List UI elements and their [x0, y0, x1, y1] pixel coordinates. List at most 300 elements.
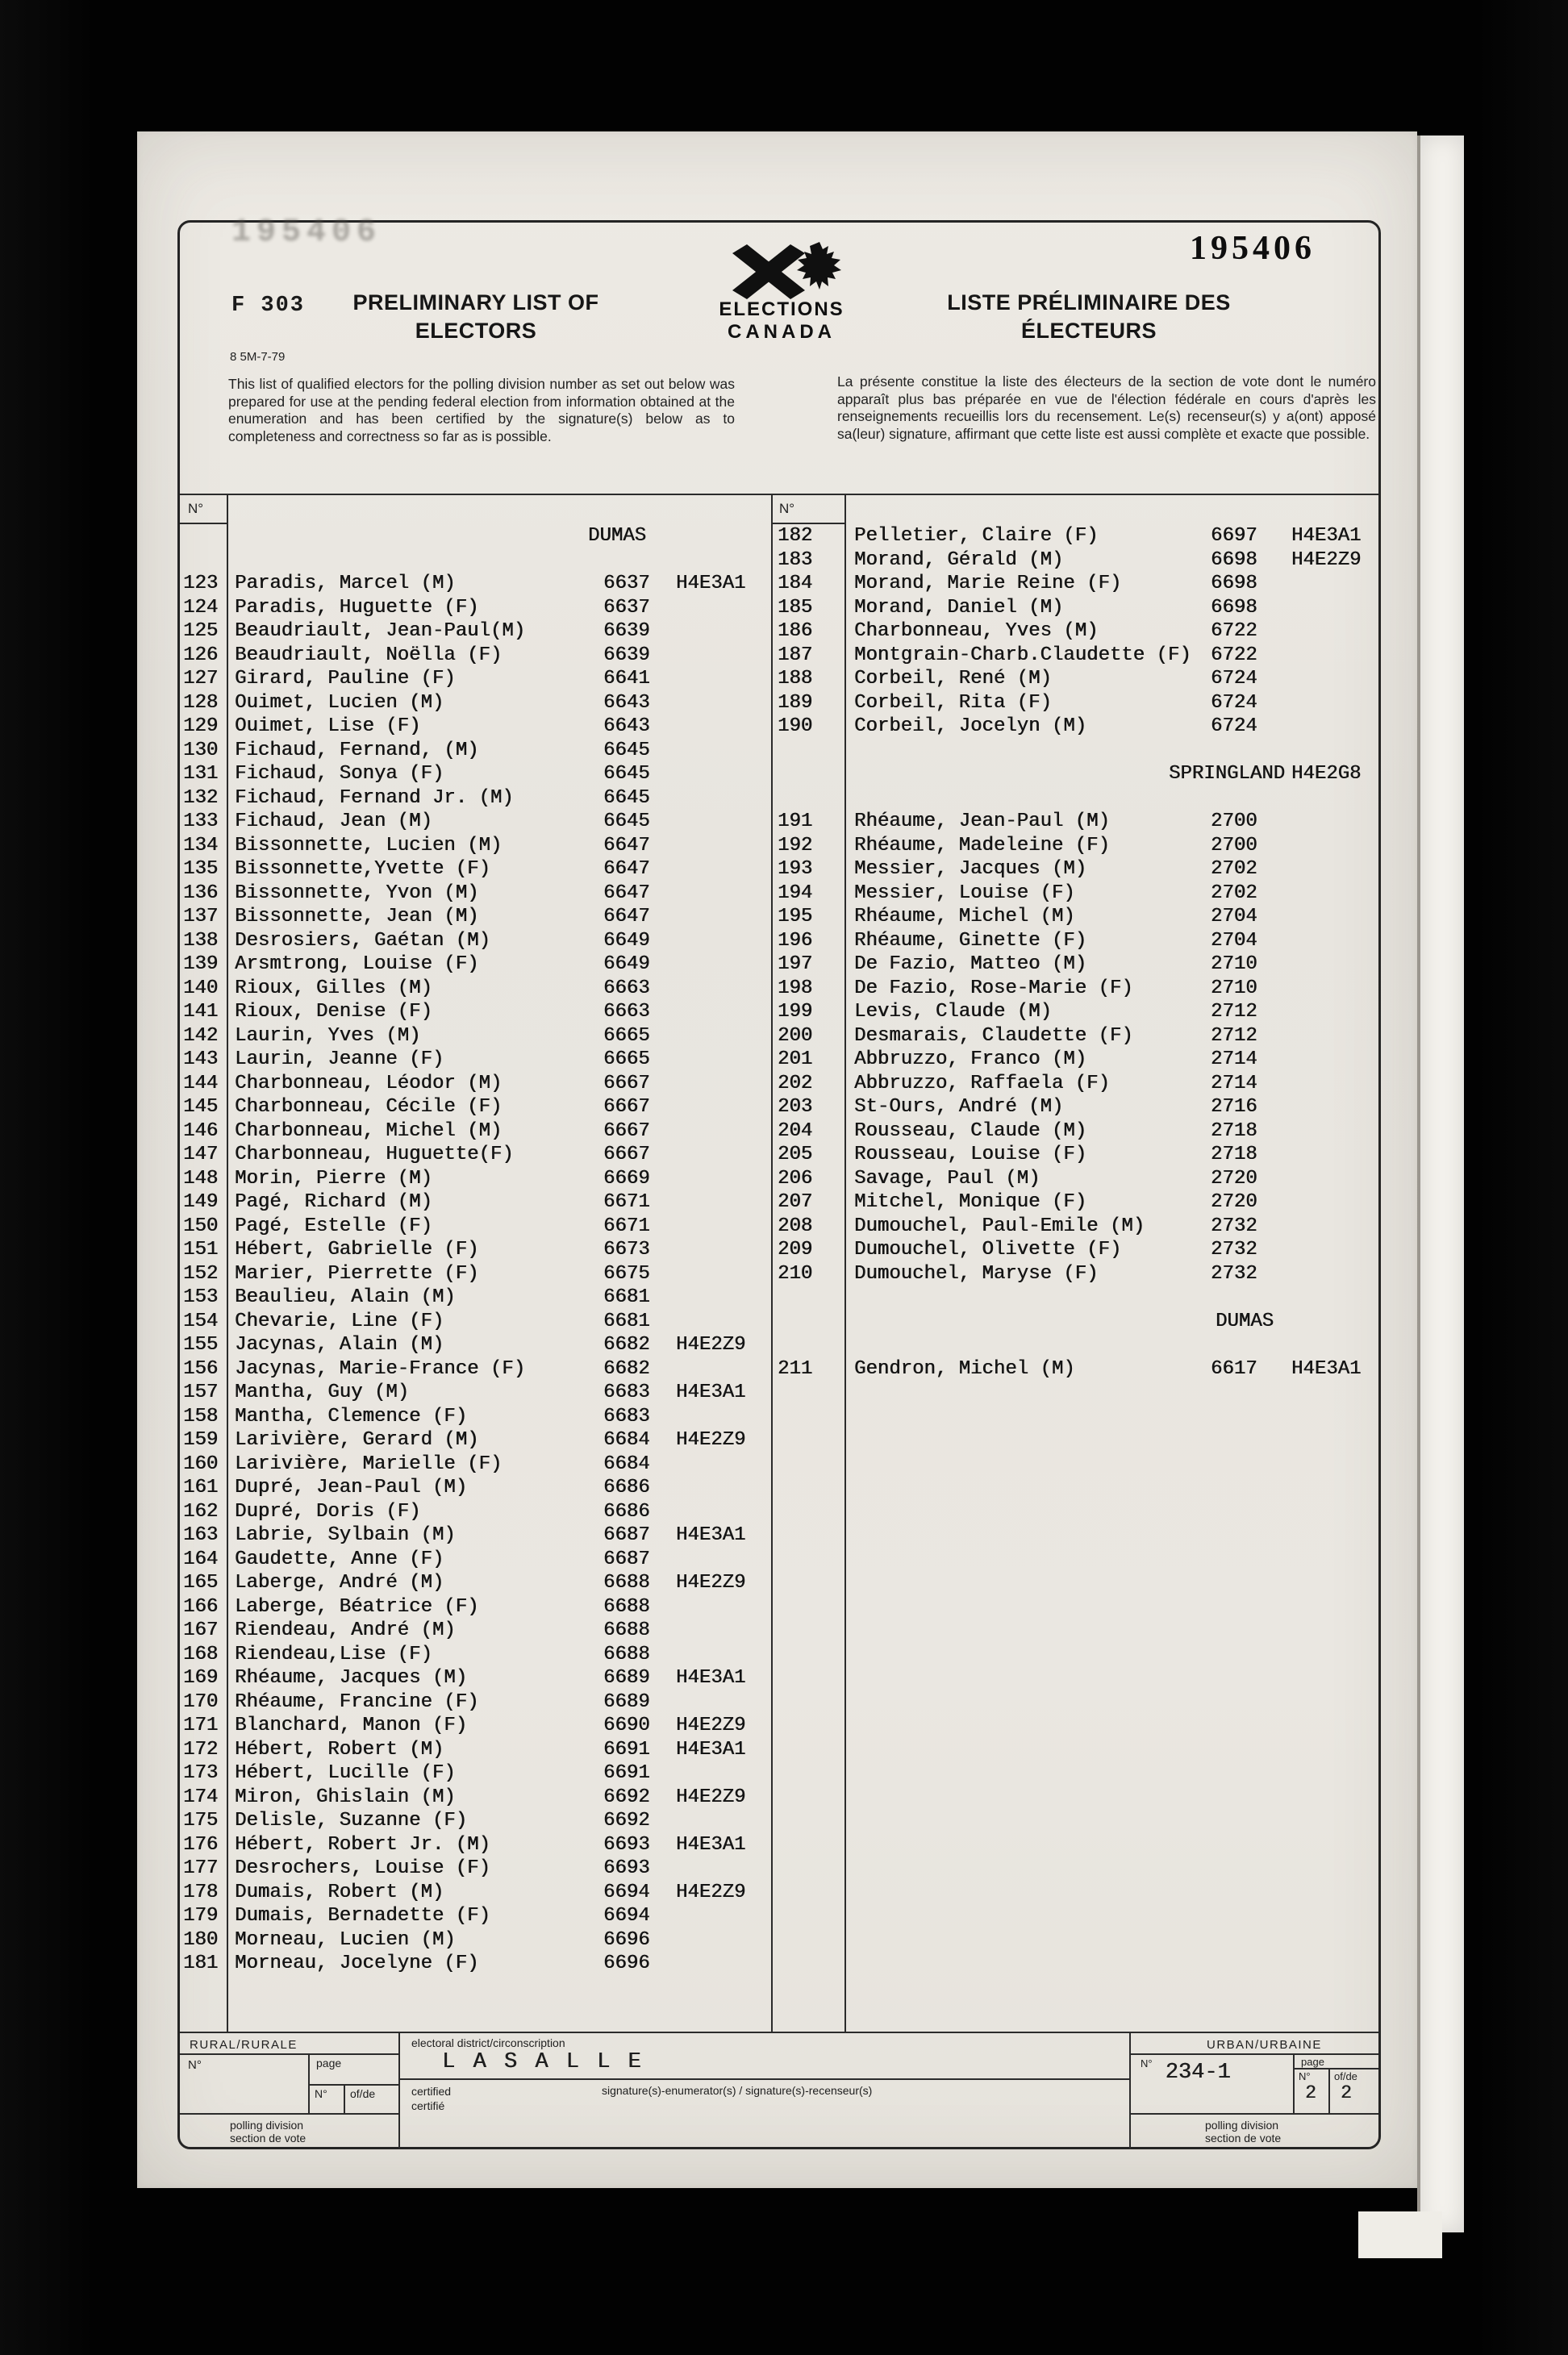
- civic-number: 6682: [603, 1357, 650, 1380]
- elector-number: 169: [183, 1667, 219, 1689]
- elector-row: [180, 1595, 771, 1619]
- elector-name: Bissonnette, Jean (M): [235, 906, 479, 927]
- urban-polling-division-label: [1131, 2115, 1378, 2149]
- street-num: [771, 762, 846, 786]
- elector-number: 208: [778, 1215, 813, 1237]
- rural-page-box: [308, 2055, 398, 2113]
- civic-number: 6696: [603, 1928, 650, 1951]
- elector-name: Rhéaume, Madeleine (F): [854, 834, 1110, 857]
- elector-row: [771, 977, 1383, 1001]
- civic-number: 6691: [603, 1738, 650, 1761]
- postal-code: [1291, 977, 1383, 1001]
- elector-name: Rhéaume, Jean-Paul (M): [854, 811, 1110, 832]
- postal-code: H4E3A1: [676, 1382, 746, 1403]
- civic-number: 6681: [603, 1286, 650, 1308]
- elector-number: 138: [183, 929, 219, 952]
- elector-name: Rousseau, Louise (F): [854, 1144, 1087, 1165]
- elector-row: [771, 834, 1383, 858]
- elector-name: Jacynas, Marie-France (F): [235, 1357, 526, 1380]
- elector-name: Morin, Pierre (M): [235, 1167, 432, 1190]
- civic-number: 2716: [1211, 1096, 1257, 1118]
- elector-number: 155: [183, 1334, 219, 1356]
- elector-number: 198: [778, 977, 813, 999]
- postal-code: [669, 786, 771, 811]
- elector-name: Corbeil, René (M): [854, 668, 1052, 690]
- civic-number: 6671: [603, 1191, 650, 1213]
- civic-number: 6693: [603, 1833, 650, 1856]
- elector-row: [180, 1215, 771, 1239]
- civic-number: 6724: [1211, 715, 1257, 737]
- postal-code: H4E2Z9: [676, 1334, 746, 1356]
- elector-row: [771, 524, 1383, 548]
- elector-row: [771, 691, 1383, 715]
- elector-name: Laberge, André (M): [235, 1572, 444, 1594]
- postal-code: H4E3A1: [676, 1833, 746, 1856]
- elector-name: Delisle, Suzanne (F): [235, 1810, 468, 1832]
- street-header: [771, 762, 1383, 786]
- elector-name: Dumouchel, Paul-Emile (M): [854, 1215, 1145, 1237]
- civic-number: 6688: [603, 1595, 650, 1618]
- civic-number: 2714: [1211, 1072, 1257, 1094]
- elector-number: 197: [778, 953, 813, 975]
- postal-code: [669, 1310, 771, 1334]
- civic-number: 6649: [603, 953, 650, 975]
- elector-name: Charbonneau, Huguette(F): [235, 1144, 514, 1165]
- elector-name: Pagé, Richard (M): [235, 1191, 432, 1213]
- document-page: [137, 131, 1417, 2188]
- civic-number: 6698: [1211, 573, 1257, 594]
- elector-number: 190: [778, 715, 813, 737]
- civic-number: 6649: [603, 929, 650, 952]
- civic-number: 6698: [1211, 596, 1257, 619]
- certified-label: [400, 2080, 576, 2149]
- elector-number: 134: [183, 834, 219, 857]
- elector-row: [180, 1548, 771, 1572]
- elector-name: Arsmtrong, Louise (F): [235, 953, 479, 975]
- elector-row: [771, 1119, 1383, 1144]
- postal-code: [669, 762, 771, 786]
- civic-number: 2710: [1211, 953, 1257, 975]
- elector-row: [180, 1928, 771, 1953]
- elector-number: 192: [778, 834, 813, 857]
- form-border: [177, 215, 1381, 2149]
- postal-code: [1291, 644, 1383, 668]
- postal-code: [1291, 834, 1383, 858]
- elector-number: 187: [778, 644, 813, 666]
- elector-number: 130: [183, 739, 219, 761]
- civic-number: 6643: [603, 715, 650, 737]
- postal-code: [1291, 857, 1383, 882]
- postal-code: H4E2Z9: [676, 1572, 746, 1594]
- elector-number: 176: [183, 1833, 219, 1856]
- postal-code: [669, 1262, 771, 1286]
- elector-name: Gendron, Michel (M): [854, 1357, 1075, 1380]
- elector-number: 151: [183, 1239, 219, 1261]
- elector-row: [180, 572, 771, 596]
- elector-name: Hébert, Robert (M): [235, 1738, 444, 1761]
- elector-number: 127: [183, 668, 219, 690]
- elector-number: 185: [778, 596, 813, 619]
- elector-number: 123: [183, 573, 219, 594]
- postal-code: [669, 1690, 771, 1715]
- elector-row: [180, 1952, 771, 1976]
- elector-name: Bissonnette, Lucien (M): [235, 834, 503, 857]
- postal-code: [669, 1761, 771, 1786]
- elector-row: [180, 810, 771, 834]
- elector-number: 147: [183, 1144, 219, 1165]
- elector-name: Girard, Pauline (F): [235, 668, 456, 690]
- elector-row: [771, 644, 1383, 668]
- elector-number: 193: [778, 858, 813, 880]
- elector-row: [180, 1167, 771, 1191]
- footer: [180, 2032, 1378, 2149]
- elector-row: [180, 1238, 771, 1262]
- title-english-line2: ELECTORS: [415, 319, 537, 343]
- civic-number: 6684: [603, 1453, 650, 1475]
- polling-division-en: polling division: [1205, 2119, 1279, 2132]
- elector-number: 126: [183, 644, 219, 666]
- postal-code: [669, 1357, 771, 1382]
- civic-number: 6686: [603, 1500, 650, 1523]
- elector-column-right: [771, 524, 1383, 1381]
- civic-number: 6643: [603, 691, 650, 714]
- number-column-header-left: N°: [180, 495, 228, 524]
- civic-number: 6698: [1211, 548, 1257, 571]
- postal-code: [669, 1595, 771, 1619]
- elector-row: [180, 952, 771, 977]
- title-french-line2: ÉLECTEURS: [1020, 319, 1157, 343]
- rural-no-label: N°: [188, 2058, 202, 2072]
- elector-number: 153: [183, 1286, 219, 1308]
- certified-fr: certifié: [411, 2099, 445, 2112]
- civic-number: 6688: [603, 1643, 650, 1665]
- elector-number: 202: [778, 1072, 813, 1094]
- elector-row: [180, 1190, 771, 1215]
- postal-code: H4E3A1: [1291, 1357, 1362, 1380]
- blank-row: [771, 1286, 1383, 1310]
- urban-no-value: 234-1: [1165, 2061, 1231, 2085]
- elector-row: [180, 1453, 771, 1477]
- elector-row: [180, 619, 771, 644]
- elector-name: De Fazio, Matteo (M): [854, 953, 1087, 975]
- elector-name: Miron, Ghislain (M): [235, 1786, 456, 1808]
- civic-number: 2720: [1211, 1167, 1257, 1190]
- urban-number-area: [1131, 2055, 1378, 2115]
- postal-code: [669, 1476, 771, 1500]
- elector-number: 152: [183, 1262, 219, 1285]
- elector-name: Paradis, Marcel (M): [235, 573, 456, 594]
- civic-number: 6637: [603, 596, 650, 619]
- elector-name: Riendeau, André (M): [235, 1619, 456, 1641]
- elector-number: 170: [183, 1690, 219, 1713]
- postal-code: [1291, 691, 1383, 715]
- elector-number: 171: [183, 1715, 219, 1736]
- rural-ofde-row: [310, 2086, 398, 2113]
- elector-name: Desrosiers, Gaétan (M): [235, 929, 490, 952]
- elector-row: [180, 1048, 771, 1072]
- civic-number: 2702: [1211, 882, 1257, 904]
- street-num: [771, 1310, 846, 1334]
- district-label: electoral district/circonscription: [411, 2036, 565, 2049]
- elector-name: Morand, Gérald (M): [854, 548, 1064, 571]
- elector-row: [180, 1714, 771, 1738]
- elector-row: [771, 619, 1383, 644]
- elector-name: Rousseau, Claude (M): [854, 1119, 1087, 1142]
- elector-number: 173: [183, 1762, 219, 1784]
- elector-row: [180, 1904, 771, 1928]
- blank-row: [771, 739, 1383, 763]
- postal-code: [669, 667, 771, 691]
- elector-row: [180, 977, 771, 1001]
- elector-number: 149: [183, 1191, 219, 1213]
- civic-number: 6694: [603, 1905, 650, 1927]
- elector-name: Charbonneau, Michel (M): [235, 1119, 503, 1142]
- elector-number: 163: [183, 1524, 219, 1546]
- street-num: [180, 524, 227, 548]
- civic-number: 6722: [1211, 644, 1257, 666]
- urban-page-no-label: N°: [1299, 2070, 1311, 2082]
- elector-name: St-Ours, André (M): [854, 1096, 1064, 1118]
- elector-name: Hébert, Gabrielle (F): [235, 1239, 479, 1261]
- elector-name: Desrochers, Louise (F): [235, 1857, 490, 1879]
- civic-number: 6617: [1211, 1357, 1257, 1380]
- elector-row: [180, 1786, 771, 1810]
- street-header: [180, 524, 771, 548]
- elector-number: 137: [183, 906, 219, 927]
- elector-number: 201: [778, 1048, 813, 1070]
- civic-number: 6647: [603, 858, 650, 880]
- elector-name: Abbruzzo, Franco (M): [854, 1048, 1087, 1070]
- elector-row: [771, 1190, 1383, 1215]
- rural-number-area: [180, 2055, 398, 2115]
- elector-row: [180, 834, 771, 858]
- civic-number: 2718: [1211, 1119, 1257, 1142]
- elector-number: 200: [778, 1024, 813, 1047]
- civic-number: 2704: [1211, 929, 1257, 952]
- polling-division-fr: section de vote: [1205, 2132, 1282, 2145]
- civic-number: 6697: [1211, 525, 1257, 547]
- elector-row: [180, 929, 771, 953]
- elector-name: Rioux, Gilles (M): [235, 977, 432, 999]
- elector-name: Hébert, Lucille (F): [235, 1762, 456, 1784]
- civic-number: 6694: [603, 1881, 650, 1903]
- elector-row: [771, 1167, 1383, 1191]
- elector-row: [180, 1833, 771, 1857]
- postal-code: [1291, 1000, 1383, 1024]
- elector-row: [180, 1095, 771, 1119]
- serial-stamp: 195406: [1190, 230, 1316, 267]
- elector-number: 210: [778, 1262, 813, 1285]
- elector-name: Dupré, Doris (F): [235, 1500, 421, 1523]
- postal-code: [1291, 572, 1383, 596]
- elector-row: [771, 715, 1383, 739]
- elector-number: 195: [778, 906, 813, 927]
- certification-area: [400, 2080, 1129, 2149]
- postal-code: [669, 977, 771, 1001]
- elector-number: 204: [778, 1119, 813, 1142]
- postal-code: [669, 1809, 771, 1833]
- elector-row: [771, 1357, 1383, 1382]
- postal-code: [669, 1215, 771, 1239]
- elector-name: Jacynas, Alain (M): [235, 1334, 444, 1356]
- civic-number: 6667: [603, 1096, 650, 1118]
- elector-row: [180, 1523, 771, 1548]
- elector-row: [180, 786, 771, 811]
- civic-number: 2732: [1211, 1215, 1257, 1237]
- elector-number: 156: [183, 1357, 219, 1380]
- civic-number: 6696: [603, 1953, 650, 1974]
- elector-number: 135: [183, 858, 219, 880]
- elector-number: 184: [778, 573, 813, 594]
- civic-number: 6645: [603, 811, 650, 832]
- elector-row: [180, 1666, 771, 1690]
- elector-number: 165: [183, 1572, 219, 1594]
- elector-row: [180, 1119, 771, 1144]
- elector-row: [180, 1286, 771, 1310]
- postal-code: [1291, 1167, 1383, 1191]
- elector-row: [180, 596, 771, 620]
- postal-code: [669, 1904, 771, 1928]
- civic-number: 6663: [603, 977, 650, 999]
- elector-name: Rhéaume, Jacques (M): [235, 1667, 468, 1689]
- elector-row: [771, 882, 1383, 906]
- elections-canada-logo: [696, 240, 867, 344]
- postal-code: [1291, 905, 1383, 929]
- elector-number: 139: [183, 953, 219, 975]
- postal-code: [669, 1453, 771, 1477]
- elector-name: Rhéaume, Ginette (F): [854, 929, 1087, 952]
- elector-number: 181: [183, 1953, 219, 1974]
- postal-code: H4E3A1: [676, 1524, 746, 1546]
- elector-row: [180, 1643, 771, 1667]
- footer-district-block: [400, 2033, 1131, 2149]
- elector-row: [771, 810, 1383, 834]
- street-name: DUMAS: [588, 525, 647, 547]
- elector-number: 166: [183, 1595, 219, 1618]
- postal-code: [669, 1143, 771, 1167]
- rural-ofde-label: of/de: [350, 2087, 376, 2100]
- certification-paragraph-french: La présente constitue la liste des électeurs de la section de vote dont le numéro apparaît plus bas préparée en vue de l'élection fédérale en cours d'après les renseignements recueillis lors du recensement. Le(s) recenseur(s) y a(ont) apposé sa(leur) signature, affirmant que cette liste est aussi complète et exacte que possible.: [837, 373, 1376, 442]
- elector-name: Larivière, Marielle (F): [235, 1453, 503, 1475]
- postal-code: [669, 596, 771, 620]
- postal-code: [1291, 1119, 1383, 1144]
- elector-name: Messier, Jacques (M): [854, 858, 1087, 880]
- elector-name: Abbruzzo, Raffaela (F): [854, 1072, 1110, 1094]
- elector-name: Morneau, Jocelyne (F): [235, 1953, 479, 1974]
- urban-label: URBAN/URBAINE: [1131, 2033, 1378, 2055]
- elector-name: Bissonnette,Yvette (F): [235, 858, 490, 880]
- postal-code: [669, 1190, 771, 1215]
- postal-code: [669, 691, 771, 715]
- elector-row: [771, 857, 1383, 882]
- elector-number: 183: [778, 548, 813, 571]
- postal-code: H4E2Z9: [676, 1429, 746, 1451]
- elector-row: [180, 1262, 771, 1286]
- elector-name: Ouimet, Lise (F): [235, 715, 421, 737]
- elector-number: 148: [183, 1167, 219, 1190]
- elector-number: 191: [778, 811, 813, 832]
- elector-name: Blanchard, Manon (F): [235, 1715, 468, 1736]
- elector-name: Pelletier, Claire (F): [854, 525, 1099, 547]
- elector-name: Morand, Daniel (M): [854, 596, 1064, 619]
- postal-code: [669, 1072, 771, 1096]
- postal-code: [669, 1024, 771, 1048]
- elector-number: 133: [183, 811, 219, 832]
- street-header: [771, 1310, 1383, 1334]
- certification-paragraph-english: This list of qualified electors for the polling division number as set out below was prepared for use at the pending federal election from information obtained at the enumeration and has been certified by the signature(s) below as to completeness and correctness so far as is possible.: [228, 376, 735, 444]
- signature-label: signature(s)-enumerator(s) / signature(s)-recenseur(s): [602, 2084, 873, 2097]
- elector-row: [771, 572, 1383, 596]
- civic-number: 2704: [1211, 906, 1257, 927]
- postal-code: H4E3A1: [676, 1667, 746, 1689]
- postal-code: [1291, 1072, 1383, 1096]
- elector-number: 209: [778, 1239, 813, 1261]
- title-english-line1: PRELIMINARY LIST OF: [352, 290, 599, 315]
- elector-number: 129: [183, 715, 219, 737]
- elector-number: 154: [183, 1310, 219, 1332]
- civic-number: 2718: [1211, 1144, 1257, 1165]
- urban-ofde-label: of/de: [1334, 2070, 1357, 2082]
- civic-number: 6692: [603, 1786, 650, 1808]
- elector-name: Charbonneau, Cécile (F): [235, 1096, 503, 1118]
- elector-row: [180, 1000, 771, 1024]
- elector-number: 194: [778, 882, 813, 904]
- postal-code: [669, 644, 771, 668]
- rural-no-label-2: N°: [310, 2086, 345, 2113]
- elector-name: Dumouchel, Olivette (F): [854, 1239, 1122, 1261]
- elector-name: Paradis, Huguette (F): [235, 596, 479, 619]
- elector-name: Beaulieu, Alain (M): [235, 1286, 456, 1308]
- postal-code: [669, 715, 771, 739]
- elector-name: Fichaud, Fernand, (M): [235, 739, 479, 761]
- elector-number: 158: [183, 1405, 219, 1428]
- urban-page-box: [1293, 2055, 1378, 2113]
- elector-row: [771, 1215, 1383, 1239]
- elector-row: [771, 1048, 1383, 1072]
- civic-number: 2712: [1211, 1024, 1257, 1047]
- postal-code: [669, 857, 771, 882]
- postal-code: H4E2Z9: [1291, 548, 1362, 571]
- elector-number: 167: [183, 1619, 219, 1641]
- elector-name: Laberge, Béatrice (F): [235, 1595, 479, 1618]
- elector-name: Corbeil, Jocelyn (M): [854, 715, 1087, 737]
- elector-row: [771, 1072, 1383, 1096]
- elector-number: 145: [183, 1096, 219, 1118]
- elector-row: [180, 1476, 771, 1500]
- elector-name: Ouimet, Lucien (M): [235, 691, 444, 714]
- page-corner-sliver: [1358, 2211, 1442, 2258]
- urban-page-label: page: [1295, 2055, 1378, 2069]
- elector-row: [180, 644, 771, 668]
- elector-name: Rioux, Denise (F): [235, 1001, 432, 1023]
- street-name: SPRINGLAND: [1168, 763, 1285, 785]
- elector-number: 150: [183, 1215, 219, 1237]
- elector-number: 196: [778, 929, 813, 952]
- civic-number: 2714: [1211, 1048, 1257, 1070]
- postal-code: H4E3A1: [676, 1738, 746, 1761]
- elector-row: [771, 596, 1383, 620]
- elector-row: [180, 1881, 771, 1905]
- postal-code: [1291, 1215, 1383, 1239]
- postal-code: [1291, 810, 1383, 834]
- elector-name: Chevarie, Line (F): [235, 1310, 444, 1332]
- civic-number: 2732: [1211, 1239, 1257, 1261]
- elector-name: Gaudette, Anne (F): [235, 1548, 444, 1570]
- civic-number: 6639: [603, 644, 650, 666]
- underlying-page-edge: [1417, 135, 1464, 2232]
- elector-name: Rhéaume, Francine (F): [235, 1690, 479, 1713]
- elector-number: 207: [778, 1191, 813, 1213]
